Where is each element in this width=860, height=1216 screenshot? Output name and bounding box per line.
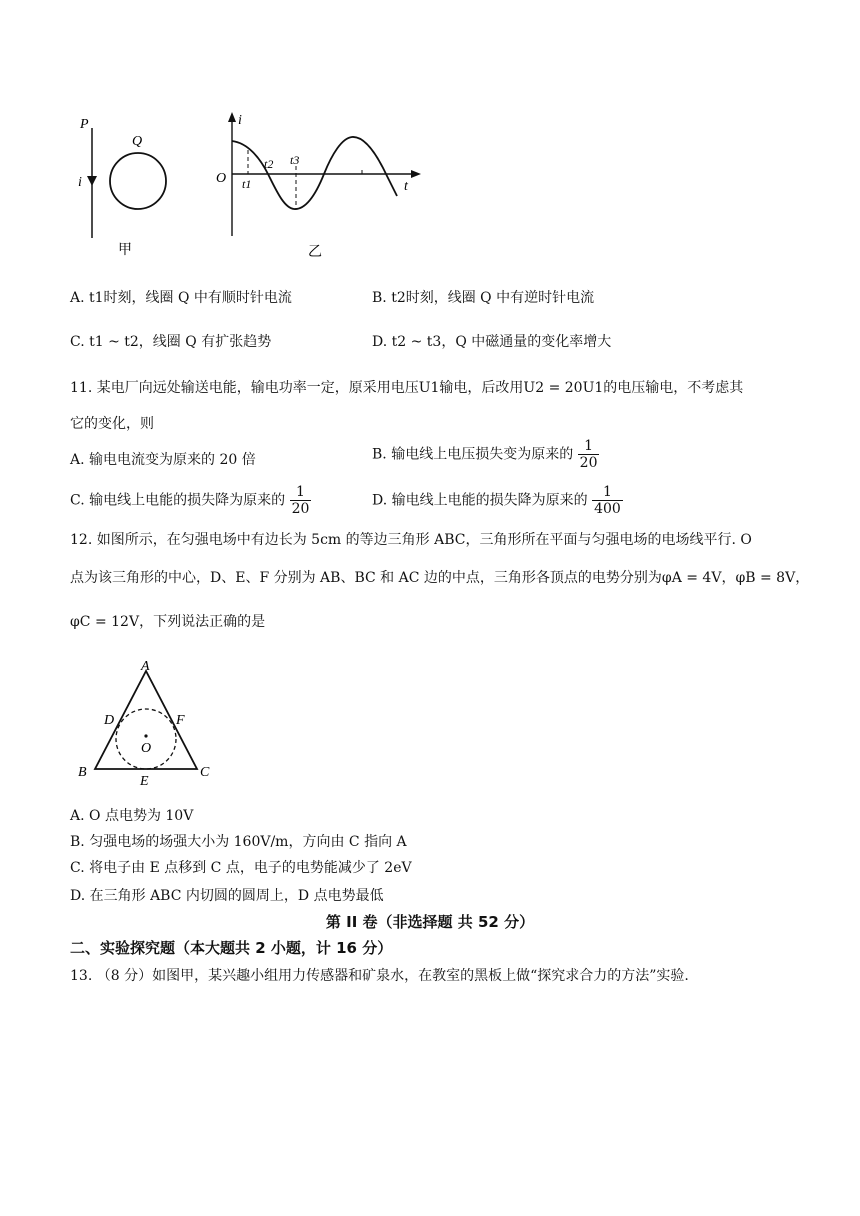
q11-option-b: [372, 438, 599, 471]
caption-jia: 甲: [118, 243, 132, 258]
label-e: E: [140, 774, 149, 786]
caption-yi: 乙: [308, 245, 322, 258]
label-p: P: [80, 117, 89, 132]
label-b: B: [78, 765, 87, 780]
current-curve: [232, 137, 397, 209]
q11-option-c-text: C. 输电线上电能的损失降为原来的: [70, 492, 286, 509]
q11-option-b-text: B. 输电线上电压损失变为原来的: [372, 446, 574, 463]
label-i-wire: i: [78, 175, 82, 190]
t-axis-arrow-icon: [411, 170, 421, 178]
q12-stem-line2: 点为该三角形的中心，D、E、F 分别为 AB、BC 和 AC 边的中点，三角形各顶点的电势分别为φA = 4V，φB = 8V，: [70, 570, 810, 586]
q13-stem: 13. （8 分）如图甲，某兴趣小组用力传感器和矿泉水，在教室的黑板上做“探究求合力的方法”实验.: [70, 968, 689, 984]
label-d: D: [104, 713, 115, 728]
label-t3: t3: [290, 153, 300, 167]
fraction-denominator: 20: [579, 455, 598, 471]
q11-option-d-text: D. 输电线上电能的损失降为原来的: [372, 492, 588, 509]
q11-stem-line1: 11. 某电厂向远处输送电能，输电功率一定，原采用电压U1输电，后改用U2 = 20U1的电压输电，不考虑其: [70, 380, 744, 396]
volume-title: 第 II 卷（非选择题 共 52 分）: [325, 913, 535, 931]
fraction-denominator: 20: [291, 501, 310, 517]
figure-q10: [70, 108, 430, 258]
coil-q: [110, 153, 166, 209]
q12-stem-line1: 12. 如图所示，在匀强电场中有边长为 5cm 的等边三角形 ABC，三角形所在平面与匀强电场的电场线平行. O: [70, 532, 752, 548]
part-title: 二、实验探究题（本大题共 2 小题，计 16 分）: [70, 939, 393, 957]
label-f: F: [176, 713, 185, 728]
label-t2: t2: [264, 157, 274, 171]
fraction-1-20: [578, 438, 600, 471]
label-t-axis: t: [404, 179, 408, 194]
q11-stem-line2: 它的变化，则: [70, 416, 154, 432]
fraction-denominator: 400: [594, 501, 621, 517]
fraction-numerator: 1: [578, 438, 600, 455]
figure-q12-triangle: [74, 656, 224, 786]
q12-option-b: B. 匀强电场的场强大小为 160V/m，方向由 C 指向 A: [70, 834, 407, 850]
label-o: O: [216, 171, 227, 186]
q11-option-c: [70, 484, 311, 517]
center-o-dot: [144, 734, 147, 737]
fraction-1-400: [592, 484, 623, 517]
q12-stem-line3: φC = 12V，下列说法正确的是: [70, 614, 266, 630]
q11-option-a: A. 输电电流变为原来的 20 倍: [70, 452, 256, 468]
q12-option-c: C. 将电子由 E 点移到 C 点，电子的电势能减少了 2eV: [70, 860, 412, 876]
q10-option-c: C. t1 ~ t2，线圈 Q 有扩张趋势: [70, 334, 272, 350]
label-i-axis: i: [238, 113, 242, 128]
q11-option-d: [372, 484, 623, 517]
label-q: Q: [132, 134, 143, 149]
current-arrow-icon: [87, 176, 97, 186]
label-a: A: [141, 659, 150, 674]
q12-option-d: D. 在三角形 ABC 内切圆的圆周上，D 点电势最低: [70, 888, 384, 904]
incircle: [116, 709, 176, 769]
label-c: C: [200, 765, 210, 780]
label-t1: t1: [242, 177, 252, 191]
q12-option-a: A. O 点电势为 10V: [70, 808, 194, 824]
q10-option-b: B. t2时刻，线圈 Q 中有逆时针电流: [372, 290, 595, 306]
label-o: O: [141, 741, 152, 756]
fraction-1-20: [290, 484, 312, 517]
q10-option-a: A. t1时刻，线圈 Q 中有顺时针电流: [70, 290, 292, 306]
fraction-numerator: 1: [592, 484, 623, 501]
fraction-numerator: 1: [290, 484, 312, 501]
i-axis-arrow-icon: [228, 112, 236, 122]
q10-option-d: D. t2 ~ t3，Q 中磁通量的变化率增大: [372, 334, 612, 350]
